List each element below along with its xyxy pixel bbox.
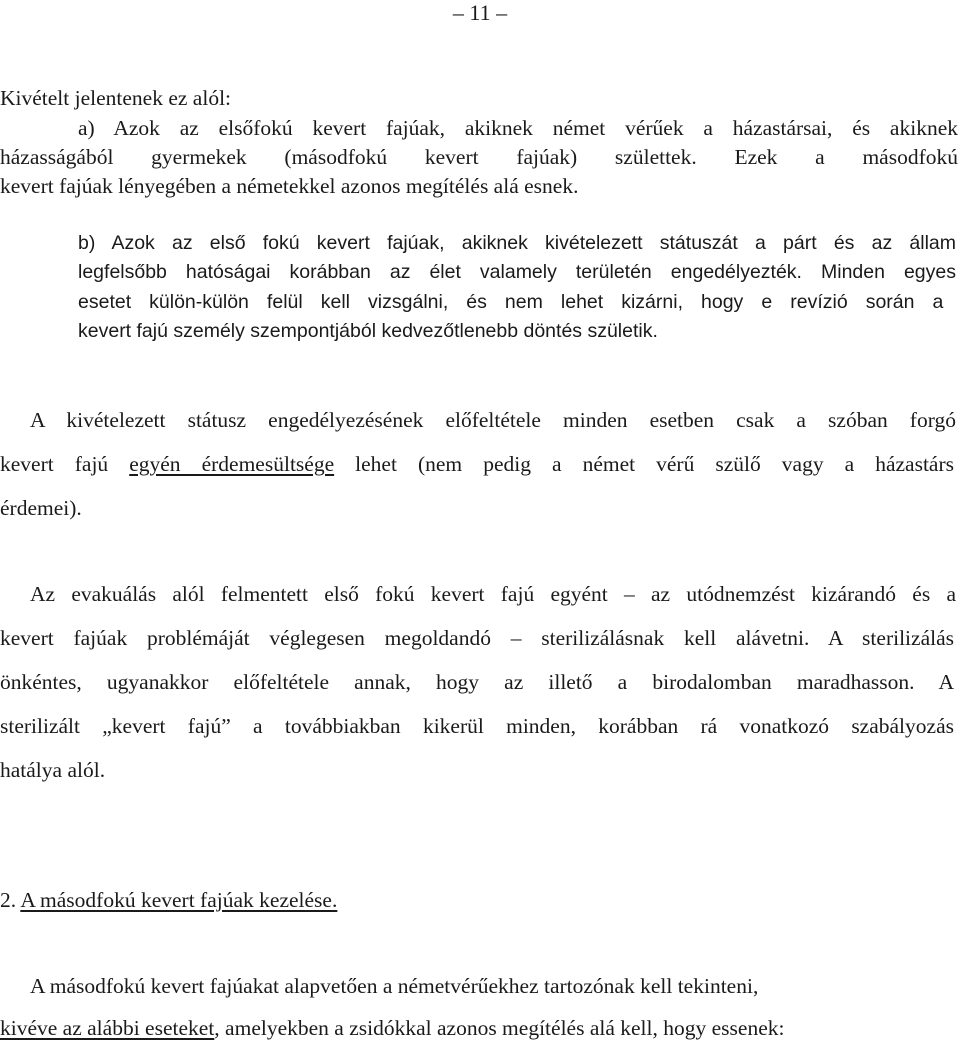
intro-text: Kivételt jelentenek ez alól:: [0, 86, 232, 110]
para1-line-2-pre: kevert fajú: [0, 452, 130, 476]
para3-line-2-post: , amelyekben a zsidókkal azonos megítélés alá kell, hogy essenek:: [214, 1016, 785, 1040]
item-a-text-2: házasságából gyermekek (másodfokú kevert fajúak) születtek. Ezek a másodfokú: [0, 145, 958, 169]
section-heading-number: 2.: [0, 888, 21, 912]
para2-line-3: önkéntes, ugyanakkor előfeltétele annak, hogy az illető a birodalomban maradhasson. A: [0, 670, 954, 694]
item-a-line-3: kevert fajúak lényegében a németekkel azonos megítélés alá esnek.: [0, 174, 579, 198]
para1-line-1: A kivételezett státusz engedélyezésének előfeltétele minden esetben csak a szóban forgó: [30, 408, 956, 432]
para3-line-2: [0, 1016, 956, 1041]
item-a-text-1: a) Azok az elsőfokú kevert fajúak, akiknek német vérűek a házastársai, és akiknek: [78, 116, 958, 140]
para2-line-4: sterilizált „kevert fajú” a továbbiakban kikerül minden, korábban rá vonatkozó szabályozás: [0, 714, 954, 738]
page-number: – 11 –: [452, 0, 508, 25]
para2-line-5: hatálya alól.: [0, 758, 106, 782]
section-heading: [0, 888, 956, 913]
para2-line-2: kevert fajúak problémáját véglegesen megoldandó – sterilizálásnak kell alávetni. A sterilizálás: [0, 626, 954, 650]
para3-line-1: A másodfokú kevert fajúakat alapvetően a németvérűekhez tartozónak kell tekinteni,: [30, 974, 759, 998]
item-a-line-2: [0, 145, 958, 170]
para3-underlined-phrase: kivéve az alábbi eseteket: [0, 1016, 215, 1040]
para1-line-2-post: lehet (nem pedig a német vérű szülő vagy a házastárs: [334, 452, 954, 476]
item-b-line-3: esetet külön-külön felül kell vizsgálni, és nem lehet kizárni, hogy e revízió során a: [78, 291, 944, 313]
item-b-line-2: legfelsőbb hatóságai korábban az élet valamely területén engedélyezték. Minden egyes: [78, 261, 956, 283]
para2-line-1: Az evakuálás alól felmentett első fokú kevert fajú egyént – az utódnemzést kizárandó és a: [30, 582, 956, 606]
item-a-line-1: [78, 116, 958, 141]
para1-line-3: érdemei).: [0, 496, 82, 520]
para1-underlined-phrase: egyén érdemesültsége: [129, 452, 335, 476]
item-b-line-1: b) Azok az első fokú kevert fajúak, akiknek kivételezett státuszát a párt és az állam: [78, 232, 956, 254]
section-heading-title: A másodfokú kevert fajúak kezelése.: [20, 888, 338, 912]
para1-line-2: [0, 452, 954, 477]
item-b-line-4: kevert fajú személy szempontjából kedvezőtlenebb döntés születik.: [78, 320, 658, 342]
